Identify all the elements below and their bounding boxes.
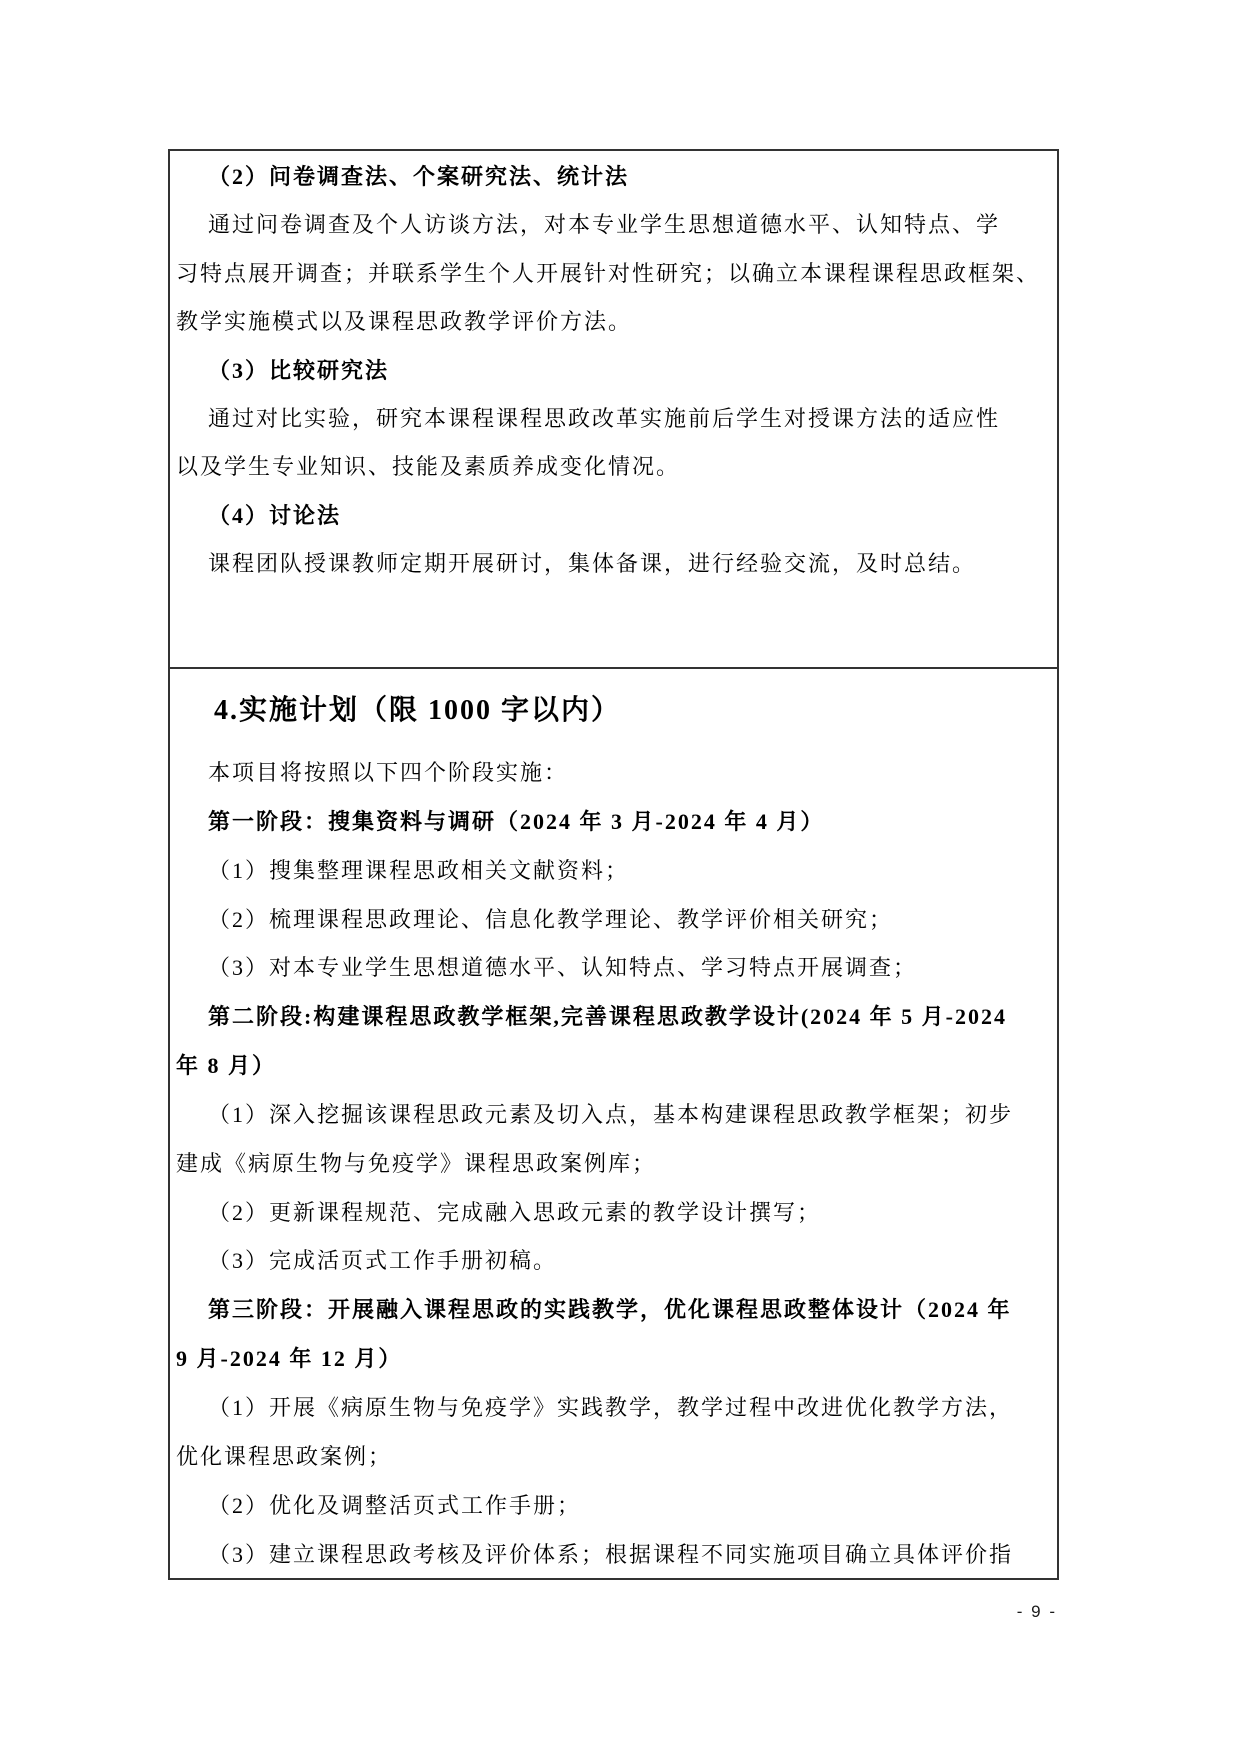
text-line: （1）开展《病原生物与免疫学》实践教学，教学过程中改进优化教学方法， xyxy=(208,1394,1014,1420)
plan-text-block xyxy=(176,749,1055,1578)
text-line: （2）梳理课程思政理论、信息化教学理论、教学评价相关研究； xyxy=(208,906,894,932)
text-line: （3）对本专业学生思想道德水平、认知特点、学习特点开展调查； xyxy=(208,955,918,981)
text-line: 优化课程思政案例； xyxy=(176,1443,393,1469)
text-line: （2）优化及调整活页式工作手册； xyxy=(208,1492,582,1518)
table-cell-implementation-plan xyxy=(170,669,1057,1578)
text-line: 年 8 月） xyxy=(176,1053,277,1079)
text-line: 建成《病原生物与免疫学》课程思政案例库； xyxy=(176,1150,657,1176)
text-line: 教学实施模式以及课程思政教学评价方法。 xyxy=(176,309,633,335)
text-line: 第三阶段：开展融入课程思政的实践教学，优化课程思政整体设计（2024 年 xyxy=(208,1297,1012,1323)
text-line: 本项目将按照以下四个阶段实施： xyxy=(208,760,569,785)
text-line: 9 月-2024 年 12 月） xyxy=(176,1346,403,1372)
text-line: 通过问卷调查及个人访谈方法，对本专业学生思想道德水平、认知特点、学 xyxy=(208,212,1001,238)
text-line: （1）深入挖掘该课程思政元素及切入点，基本构建课程思政教学框架；初步 xyxy=(208,1101,1014,1127)
text-line: 课程团队授课教师定期开展研讨，集体备课，进行经验交流，及时总结。 xyxy=(208,551,977,577)
text-line: 以及学生专业知识、技能及素质养成变化情况。 xyxy=(176,454,681,480)
text-line: （4）讨论法 xyxy=(208,502,342,528)
text-line: 习特点展开调查；并联系学生个人开展针对性研究；以确立本课程课程思政框架、 xyxy=(176,260,1041,286)
text-line: 通过对比实验，研究本课程课程思政改革实施前后学生对授课方法的适应性 xyxy=(208,406,1001,432)
text-line: 第二阶段:构建课程思政教学框架,完善课程思政教学设计(2024 年 5 月-2024 xyxy=(208,1004,1007,1030)
section-title: 4.实施计划（限 1000 字以内） xyxy=(214,695,622,726)
text-line: （3）比较研究法 xyxy=(208,357,390,383)
text-line: 第一阶段：搜集资料与调研（2024 年 3 月-2024 年 4 月） xyxy=(208,808,825,834)
page-number: - 9 - xyxy=(1016,1602,1057,1621)
text-line: （3）建立课程思政考核及评价体系；根据课程不同实施项目确立具体评价指 xyxy=(208,1541,1014,1567)
text-line: （2）问卷调查法、个案研究法、统计法 xyxy=(208,164,630,189)
text-line: （2）更新课程规范、完成融入思政元素的教学设计撰写； xyxy=(208,1199,822,1225)
text-line: （3）完成活页式工作手册初稿。 xyxy=(208,1248,558,1274)
text-line: （1）搜集整理课程思政相关文献资料； xyxy=(208,857,630,883)
form-table xyxy=(168,149,1059,1580)
table-cell-research-methods xyxy=(170,151,1057,669)
